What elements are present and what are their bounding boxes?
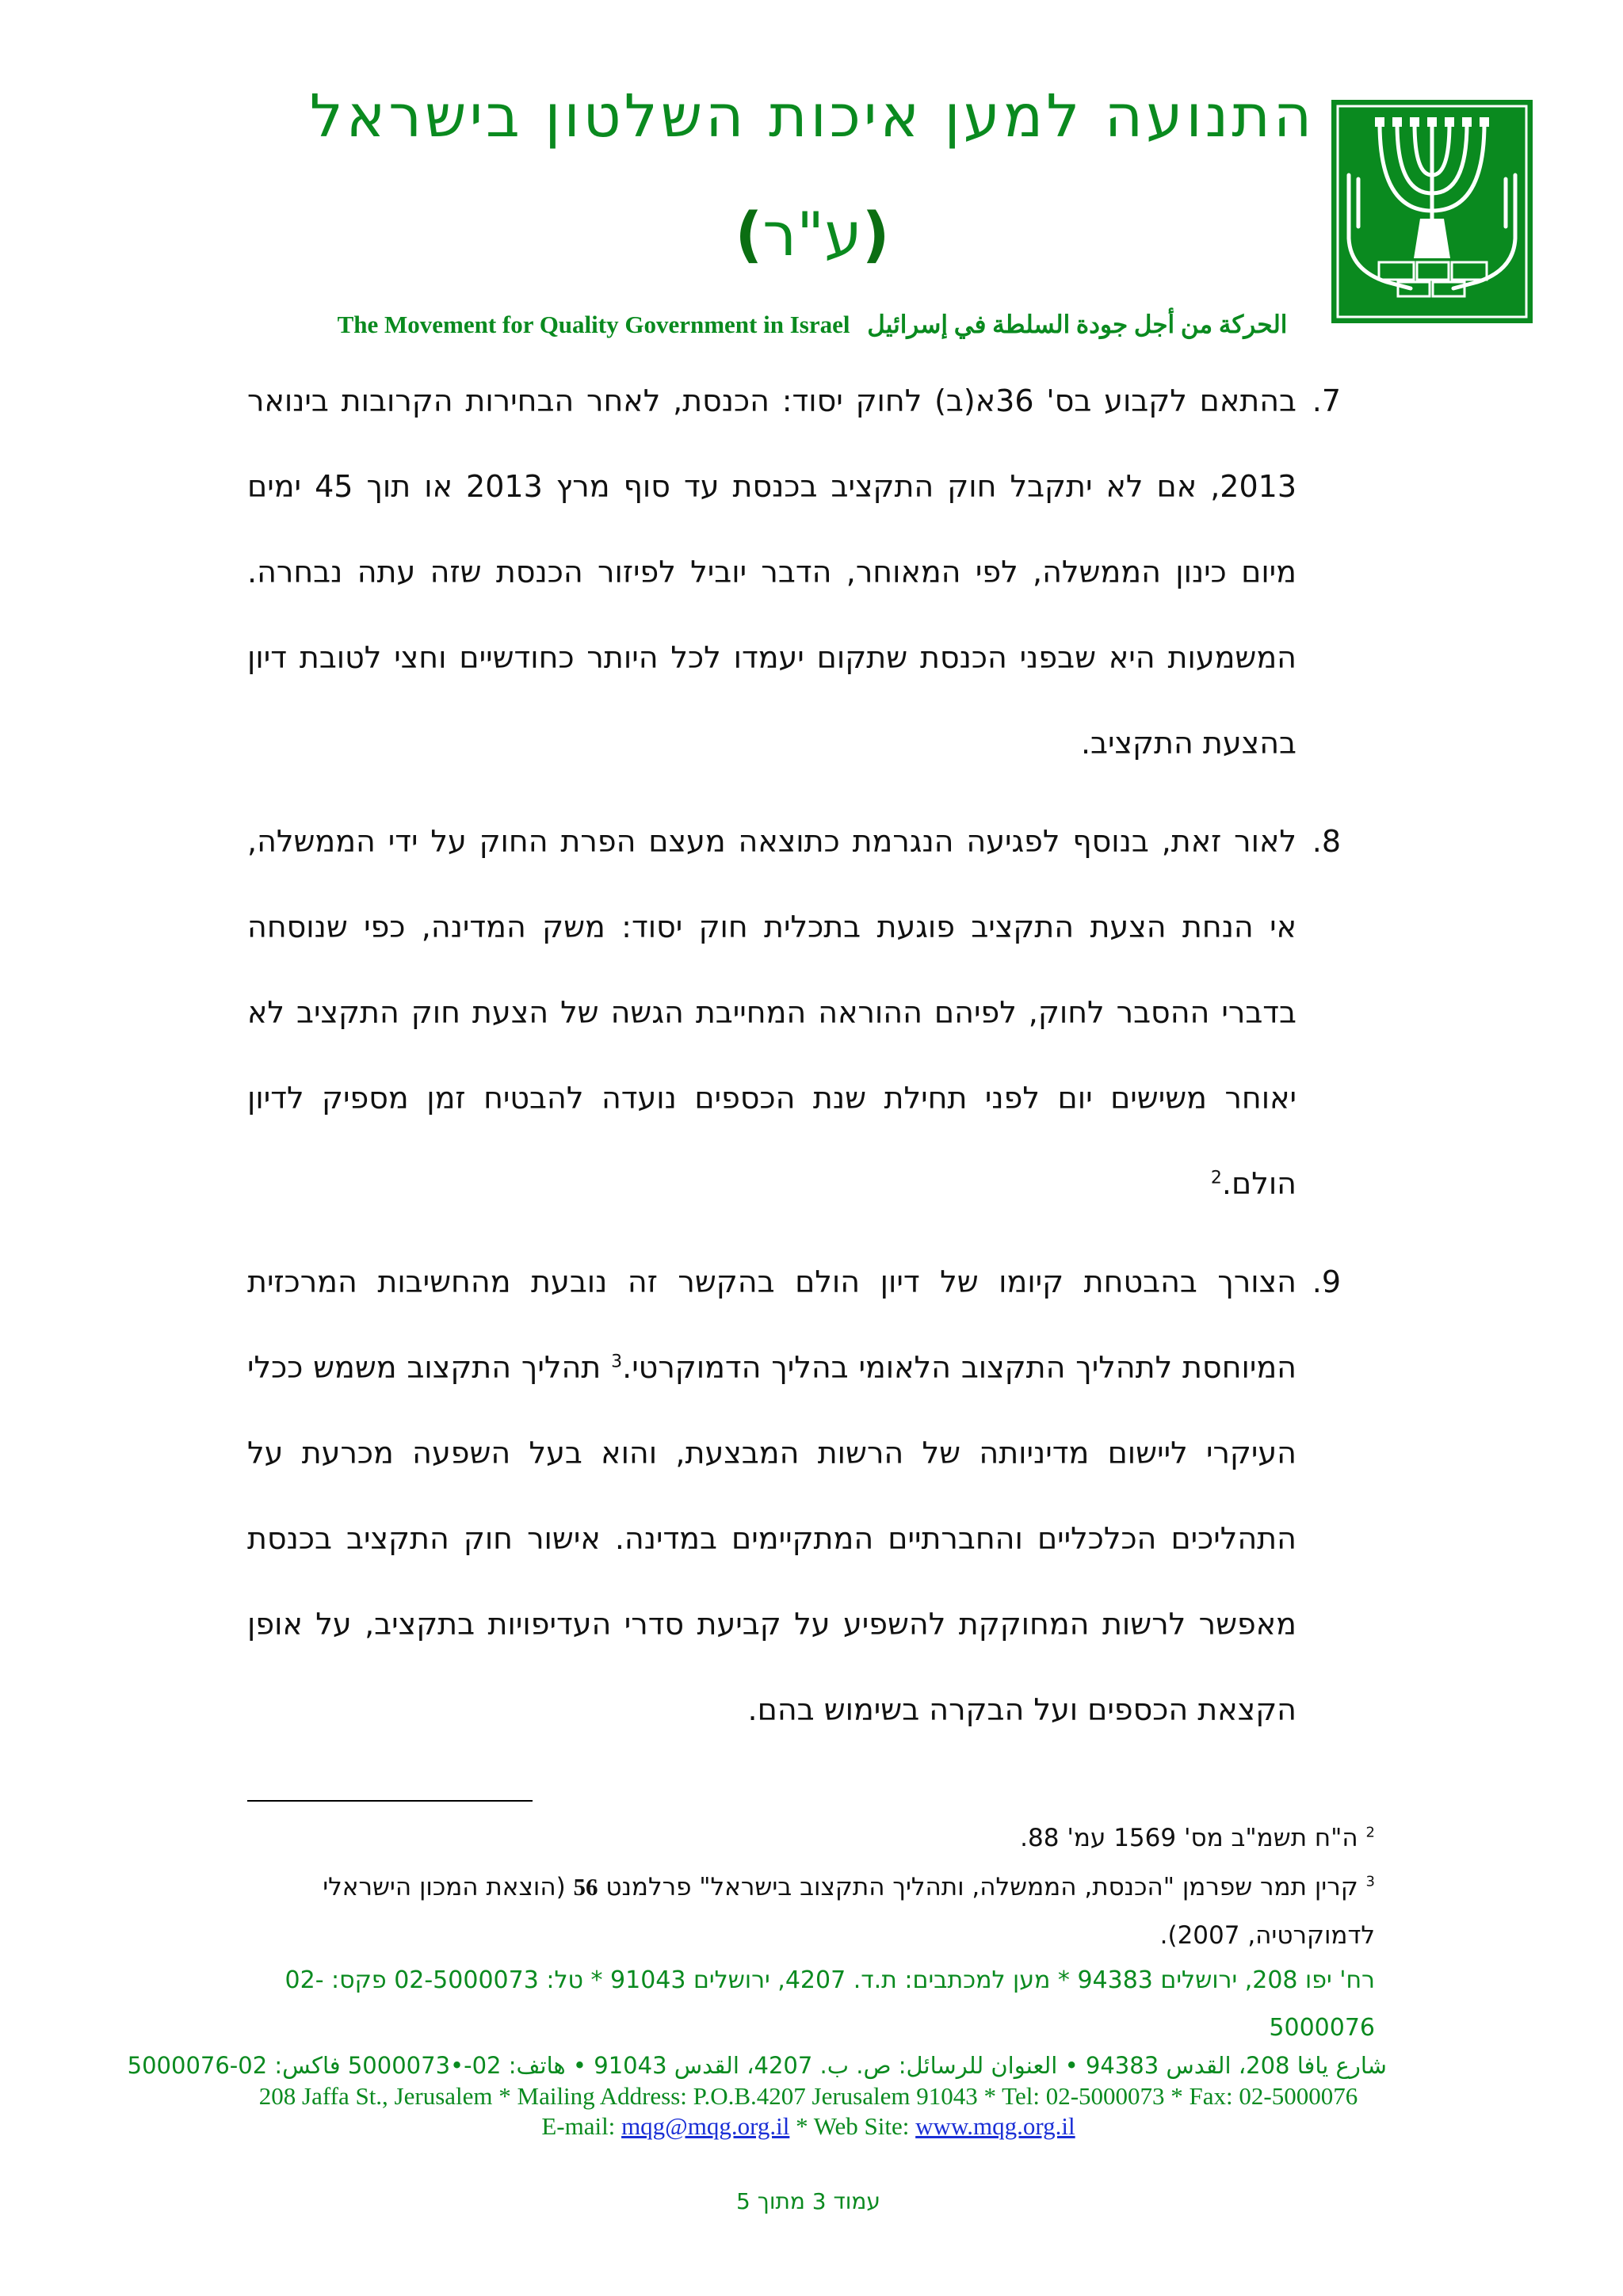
web-label: * Web Site: [789,2112,916,2140]
email-link[interactable]: mqg@mqg.org.il [621,2112,790,2140]
footnote-number: 2 [1365,1824,1375,1841]
footnote-2 [269,1814,1375,1863]
footnote-separator [247,1800,533,1802]
paragraph-number: 7. [1312,383,1341,418]
email-label: E-mail: [541,2112,622,2140]
paragraph-text: בהתאם לקבוע בס' 36א(ב) לחוק יסוד: הכנסת, לאחר הבחירות הקרובות בינואר 2013, אם לא יתקבל חוק התקציב בכנסת עד סוף מרץ 2013 או תוך 45 ימים מיום כינון הממשלה, לפי המאוחר, הדבר יוביל לפיזור הכנסת שזה עתה נבחרה. המשמעות היא שבפני הכנסת שתקום יעמדו לכל היותר כחודשיים וחצי לטובת דיון בהצעת התקציב. [247,383,1297,761]
abbr-paren-right: ) [861,199,890,269]
abbr-text: ע"ר [762,199,862,269]
footnote-volume: 56 [573,1873,598,1901]
org-title: התנועה למען איכות השלטון בישראל [309,82,1316,151]
footnote-ref[interactable]: 3 [611,1352,623,1372]
paragraph-number: 9. [1312,1264,1341,1299]
abbr-paren-left: ( [735,199,763,269]
paragraph-text: לאור זאת, בנוסף לפגיעה הנגרמת כתוצאה מעצם הפרת החוק על ידי הממשלה, אי הנחת הצעת התקציב פוגעת בתכלית חוק יסוד: משק המדינה, כפי שנוסחה בדברי ההסבר לחוק, לפיהם ההוראה המחייבת הגשה של הצעת חוק התקציב לא יאוחר משישים יום לפני תחילת שנת הכספים נועדה להבטיח זמן מספיק לדיון הולם. [247,824,1296,1201]
paragraph-9 [247,1239,1341,1753]
org-subtitle [301,311,1323,339]
footnotes [269,1814,1375,1960]
paragraph-text: תהליך התקצוב משמש ככלי העיקרי ליישום מדיניותה של הרשות המבצעת, והוא בעל השפעה מכרעת על התהליכים הכלכליים והחברתיים המתקיימים במדינה. אישור חוק התקציב בכנסת מאפשר לרשות המחוקקת להשפיע על קביעת סדרי העדיפויות בתקציב, על אופן הקצאת הכספים ועל הבקרה בשימוש בהם. [247,1350,1296,1727]
paragraph-7 [247,358,1341,786]
paragraph-8 [247,799,1341,1226]
footnote-text: ה"ח תשמ"ב מס' 1569 עמ' 88. [1020,1824,1358,1852]
footer-contact [230,2112,1387,2141]
footnote-3 [269,1863,1375,1960]
org-subtitle-en: The Movement for Quality Government in Israel [337,311,850,338]
footer-address-he: רח' יפו 208, ירושלים 94383 * מען למכתבים: ת.ד. 4207, ירושלים 91043 * טל: 02-5000073 פקס: 02-5000076 [285,1966,1375,2042]
footnote-text: (הוצאת המכון הישראלי לדמוקרטיה, 2007). [323,1873,1375,1950]
org-abbreviation [301,199,1323,269]
footnote-text: קרין תמר שפרמן "הכנסת, הממשלה, ותהליך התקצוב בישראל" פרלמנט [598,1873,1358,1901]
website-link[interactable]: www.mqg.org.il [915,2112,1075,2140]
footnote-ref[interactable]: 2 [1210,1168,1222,1188]
footer-address-en: 208 Jaffa St., Jerusalem * Mailing Address: P.O.B.4207 Jerusalem 91043 * Tel: 02-5000073 * Fax: 02-5000076 [258,2082,1358,2110]
org-subtitle-ar: الحركة من أجل جودة السلطة في إسرائيل [867,311,1288,338]
paragraph-text: הצורך בהבטחת קיומו של דיון הולם בהקשר זה נובעת מהחשיבות המרכזית המיוחסת לתהליך התקצוב הלאומי בהליך הדמוקרטי. [247,1264,1297,1385]
paragraph-number: 8. [1312,824,1341,859]
footer-address-ar: شارع يافا 208، القدس 94383 • العنوان للرسائل: ص. ب. 4207، القدس 91043 • هاتف: 02-•5000073 فاكس: 02-5000076 [127,2052,1387,2079]
page-number: עמוד 3 מתוך 5 [736,2188,880,2214]
document-body [247,358,1341,1765]
footnote-number: 3 [1365,1873,1375,1890]
menorah-hands-emblem-icon [1331,100,1533,323]
